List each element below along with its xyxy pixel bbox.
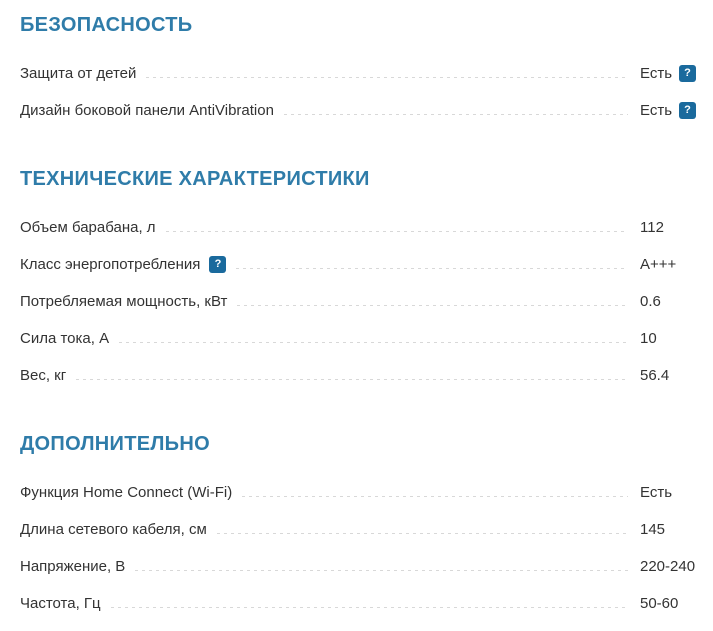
spec-value: 50-60 [640,594,679,612]
dotted-leader [111,607,628,608]
dotted-leader [242,496,628,497]
spec-value: 145 [640,520,666,538]
help-icon[interactable]: ? [679,102,696,119]
spec-value-wrap [640,558,696,575]
spec-value-wrap [640,367,696,384]
spec-value-wrap [640,256,696,273]
spec-row [20,293,696,309]
dotted-leader [166,231,628,232]
spec-value: 0.6 [640,292,661,310]
section-rows [20,219,696,383]
spec-row [20,256,696,272]
spec-row [20,595,696,611]
dotted-leader [237,305,628,306]
spec-label: Объем барабана, л [20,218,156,236]
spec-value-wrap [640,293,696,310]
spec-section [20,168,696,383]
spec-value: A+++ [640,255,677,273]
spec-row [20,367,696,383]
section-rows [20,65,696,118]
section-title: БЕЗОПАСНОСТЬ [20,14,193,36]
spec-row [20,102,696,118]
spec-label: Длина сетевого кабеля, см [20,520,207,538]
spec-row [20,219,696,235]
spec-value-wrap [640,595,696,612]
spec-value: Есть [640,64,673,82]
spec-label: Напряжение, В [20,557,126,575]
spec-label: Частота, Гц [20,594,101,612]
section-rows [20,484,696,611]
spec-label: Класс энергопотребления [20,255,201,273]
spec-row [20,330,696,346]
spec-value-wrap [640,484,696,501]
spec-row [20,521,696,537]
spec-label: Функция Home Connect (Wi-Fi) [20,483,233,501]
dotted-leader [217,533,628,534]
spec-value: Есть [640,101,673,119]
spec-label: Вес, кг [20,366,67,384]
dotted-leader [284,114,628,115]
dotted-leader [119,342,628,343]
spec-value-wrap [640,521,696,538]
section-title: ТЕХНИЧЕСКИЕ ХАРАКТЕРИСТИКИ [20,168,370,190]
help-icon[interactable]: ? [209,256,226,273]
section-title: ДОПОЛНИТЕЛЬНО [20,433,210,455]
spec-row [20,65,696,81]
dotted-leader [236,268,628,269]
spec-value: 10 [640,329,657,347]
dotted-leader [76,379,628,380]
dotted-leader [146,77,628,78]
spec-label: Дизайн боковой панели AntiVibration [20,101,274,119]
spec-label: Потребляемая мощность, кВт [20,292,228,310]
spec-label: Сила тока, А [20,329,110,347]
spec-value: Есть [640,483,673,501]
help-icon[interactable]: ? [679,65,696,82]
spec-value-wrap [640,330,696,347]
spec-row [20,484,696,500]
spec-row [20,558,696,574]
spec-value: 220-240 [640,557,696,575]
spec-value-wrap [640,219,696,236]
spec-section [20,14,696,118]
spec-label: Защита от детей [20,64,137,82]
spec-value: 56.4 [640,366,670,384]
dotted-leader [135,570,628,571]
spec-value: 112 [640,218,664,236]
spec-value-wrap [640,65,696,82]
spec-value-wrap [640,102,696,119]
spec-section [20,433,696,611]
